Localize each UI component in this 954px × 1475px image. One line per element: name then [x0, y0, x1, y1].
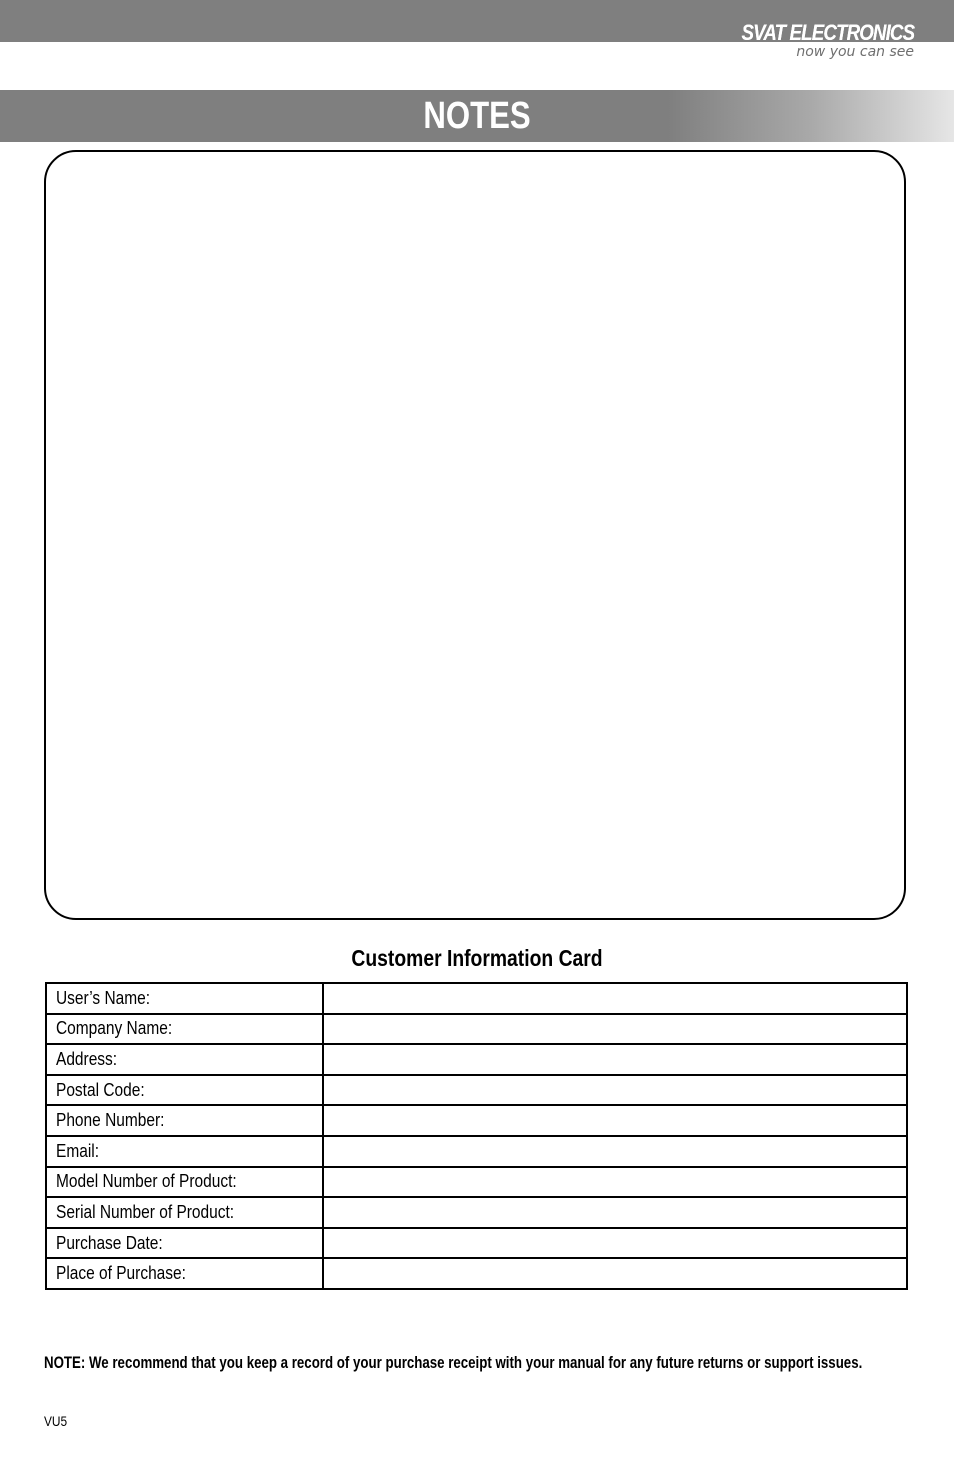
- field-label: Company Name:: [46, 1014, 323, 1045]
- notes-area[interactable]: [44, 150, 906, 920]
- table-row: [46, 1044, 907, 1075]
- field-label: Phone Number:: [46, 1105, 323, 1136]
- field-label: Postal Code:: [46, 1075, 323, 1106]
- table-row: [46, 1075, 907, 1106]
- users-name-field[interactable]: [323, 983, 907, 1014]
- field-label: Serial Number of Product:: [46, 1197, 323, 1228]
- postal-code-field[interactable]: [323, 1075, 907, 1106]
- field-label: Address:: [46, 1044, 323, 1075]
- field-label: Email:: [46, 1136, 323, 1167]
- field-label: Place of Purchase:: [46, 1258, 323, 1289]
- table-row: [46, 983, 907, 1014]
- page-title: NOTES: [423, 95, 531, 137]
- address-field[interactable]: [323, 1044, 907, 1075]
- table-row: [46, 1228, 907, 1259]
- field-label: Model Number of Product:: [46, 1167, 323, 1198]
- phone-number-field[interactable]: [323, 1105, 907, 1136]
- receipt-note: NOTE: We recommend that you keep a record of your purchase receipt with your manual for any future returns or support issues.: [44, 1354, 863, 1372]
- table-row: [46, 1167, 907, 1198]
- field-label: Purchase Date:: [46, 1228, 323, 1259]
- table-row: [46, 1258, 907, 1289]
- serial-number-field[interactable]: [323, 1197, 907, 1228]
- table-row: [46, 1014, 907, 1045]
- field-label: User’s Name:: [46, 983, 323, 1014]
- table-row: [46, 1136, 907, 1167]
- company-name-field[interactable]: [323, 1014, 907, 1045]
- brand-tagline: now you can see: [796, 44, 914, 60]
- brand-logo: [711, 20, 914, 60]
- title-banner: [0, 90, 954, 142]
- customer-info-table: [45, 982, 908, 1290]
- purchase-date-field[interactable]: [323, 1228, 907, 1259]
- email-field[interactable]: [323, 1136, 907, 1167]
- brand-name: SVAT ELECTRONICS: [741, 20, 914, 45]
- table-row: [46, 1105, 907, 1136]
- customer-card-title: Customer Information Card: [351, 945, 603, 971]
- model-number-field[interactable]: [323, 1167, 907, 1198]
- place-of-purchase-field[interactable]: [323, 1258, 907, 1289]
- table-row: [46, 1197, 907, 1228]
- model-code: VU5: [44, 1413, 68, 1429]
